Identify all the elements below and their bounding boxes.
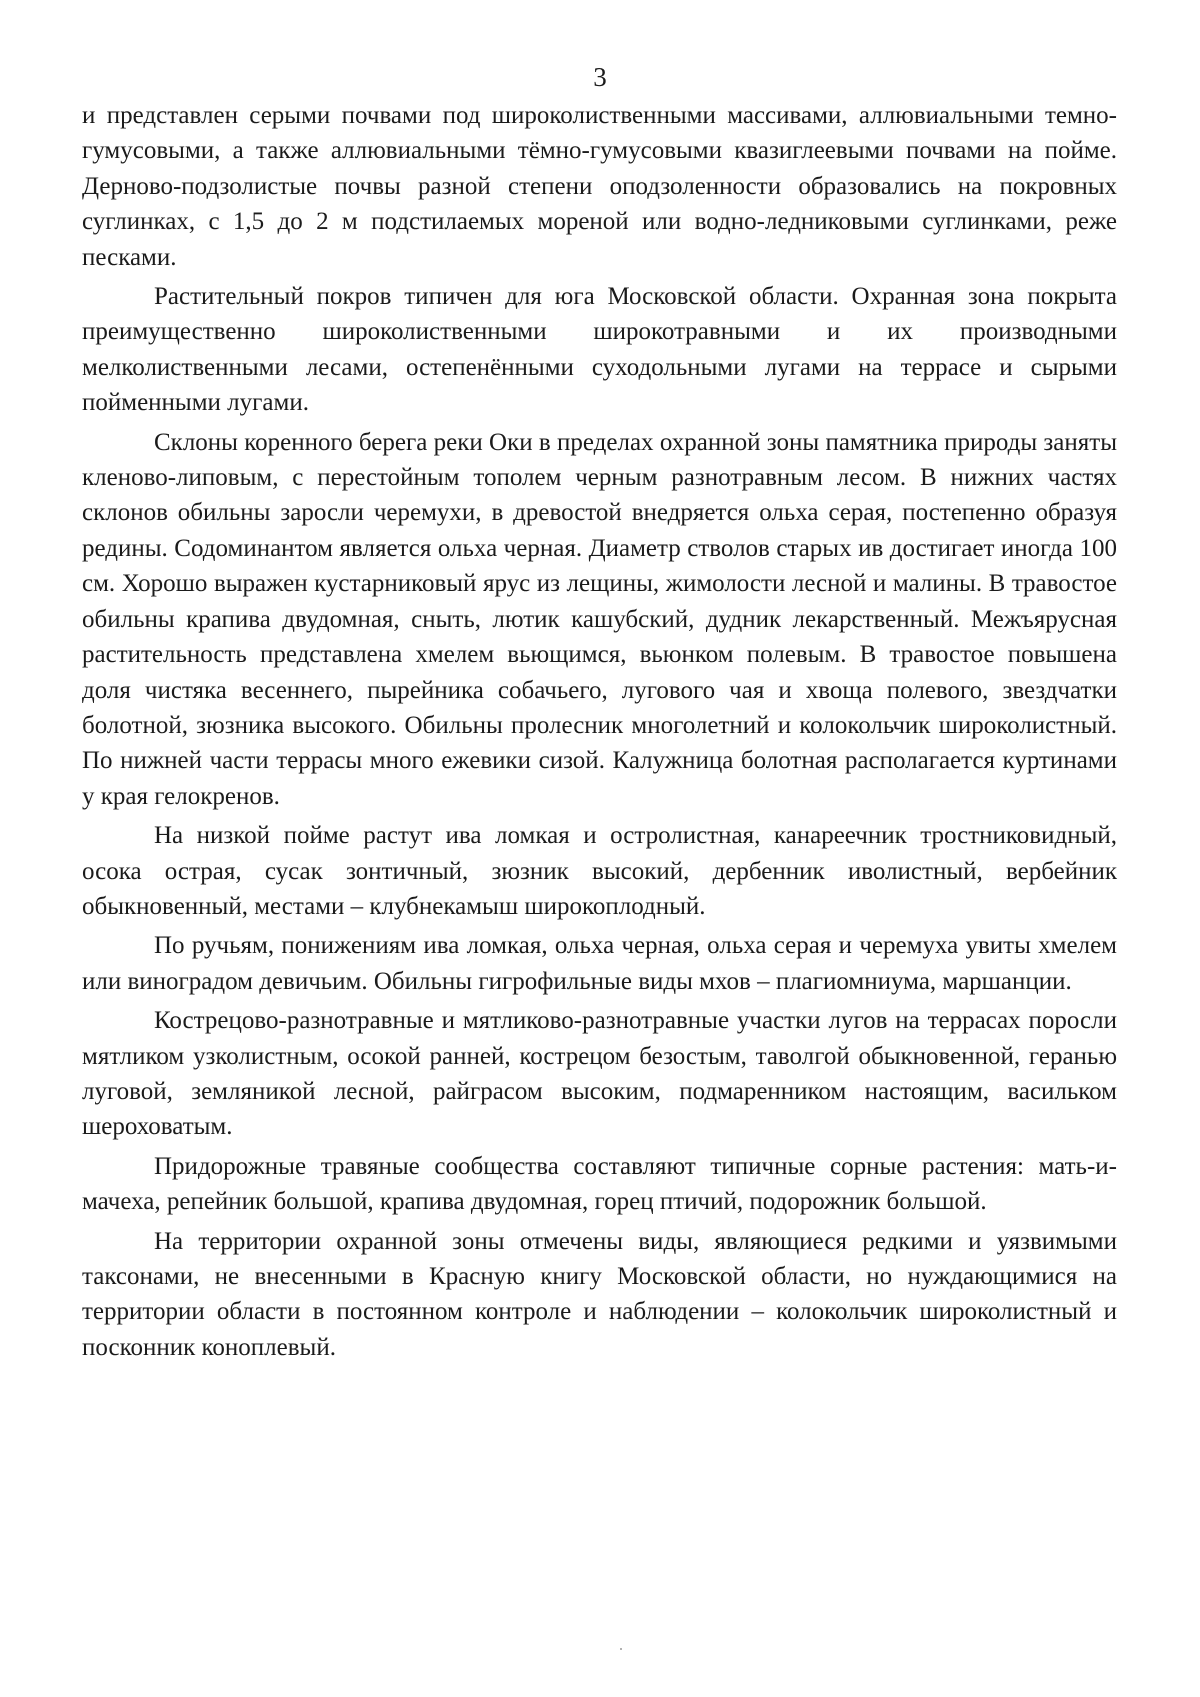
paragraph-river-slopes: Склоны коренного берега реки Оки в пределах охранной зоны памятника природы заняты кленово-липовым, с перестойным тополем черным разнотравным лесом. В нижних частях склонов обильны заросли черемухи, в древостой внедряется ольха серая, постепенно образуя редины. Содоминантом является ольха черная. Диаметр стволов старых ив достигает иногда 100 см. Хорошо выражен кустарниковый ярус из лещины, жимолости лесной и малины. В травостое обильны крапива двудомная, сныть, лютик кашубский, дудник лекарственный. Межъярусная растительность представлена хмелем вьющимся, вьюнком полевым. В травостое повышена доля чистяка весеннего, пырейника собачьего, лугового чая и хвоща полевого, звездчатки болотной, зюзника высокого. Обильны пролесник многолетний и колокольчик широколистный. По нижней части террасы много ежевики сизой. Калужница болотная располагается куртинами у края гелокренов. (82, 428, 1117, 810)
paragraph-rare-species: На территории охранной зоны отмечены виды, являющиеся редкими и уязвимыми таксонами, не внесенными в Красную книгу Московской области, но нуждающимися на территории области в постоянном контроле и наблюдении – колокольчик широколистный и посконник коноплевый. (82, 1227, 1117, 1361)
scan-speck (620, 1648, 622, 1650)
paragraph-low-floodplain: На низкой пойме растут ива ломкая и остролистная, канареечник тростниковидный, осока острая, сусак зонтичный, зюзник высокий, дербенник иволистный, вербейник обыкновенный, местами – клубнекамыш широкоплодный. (82, 822, 1117, 920)
paragraph-vegetation-cover: Растительный покров типичен для юга Московской области. Охранная зона покрыта преимущественно широколиственными широкотравными и их производными мелколиственными лесами, остепенёнными суходольными лугами на террасе и сырыми пойменными лугами. (82, 283, 1117, 417)
paragraph-streams: По ручьям, понижениям ива ломкая, ольха черная, ольха серая и черемуха увиты хмелем или виноградом девичьим. Обильны гигрофильные виды мхов – плагиомниума, маршанции. (82, 932, 1117, 995)
page-number: 3 (593, 62, 607, 92)
paragraph-meadows: Кострецово-разнотравные и мятликово-разнотравные участки лугов на террасах поросли мятликом узколистным, осокой ранней, кострецом безостым, таволгой обыкновенной, геранью луговой, земляникой лесной, райграсом высоким, подмаренником настоящим, васильком шероховатым. (82, 1007, 1117, 1141)
paragraph-soils: и представлен серыми почвами под широколиственными массивами, аллювиальными темно-гумусовыми, а также аллювиальными тёмно-гумусовыми квазиглеевыми почвами на пойме. Дерново-подзолистые почвы разной степени оподзоленности образовались на покровных суглинках, с 1,5 до 2 м подстилаемых мореной или водно-ледниковыми суглинками, реже песками. (82, 102, 1117, 271)
paragraph-roadside: Придорожные травяные сообщества составляют типичные сорные растения: мать-и-мачеха, репейник большой, крапива двудомная, горец птичий, подорожник большой. (82, 1152, 1117, 1216)
document-body (82, 98, 1117, 1369)
